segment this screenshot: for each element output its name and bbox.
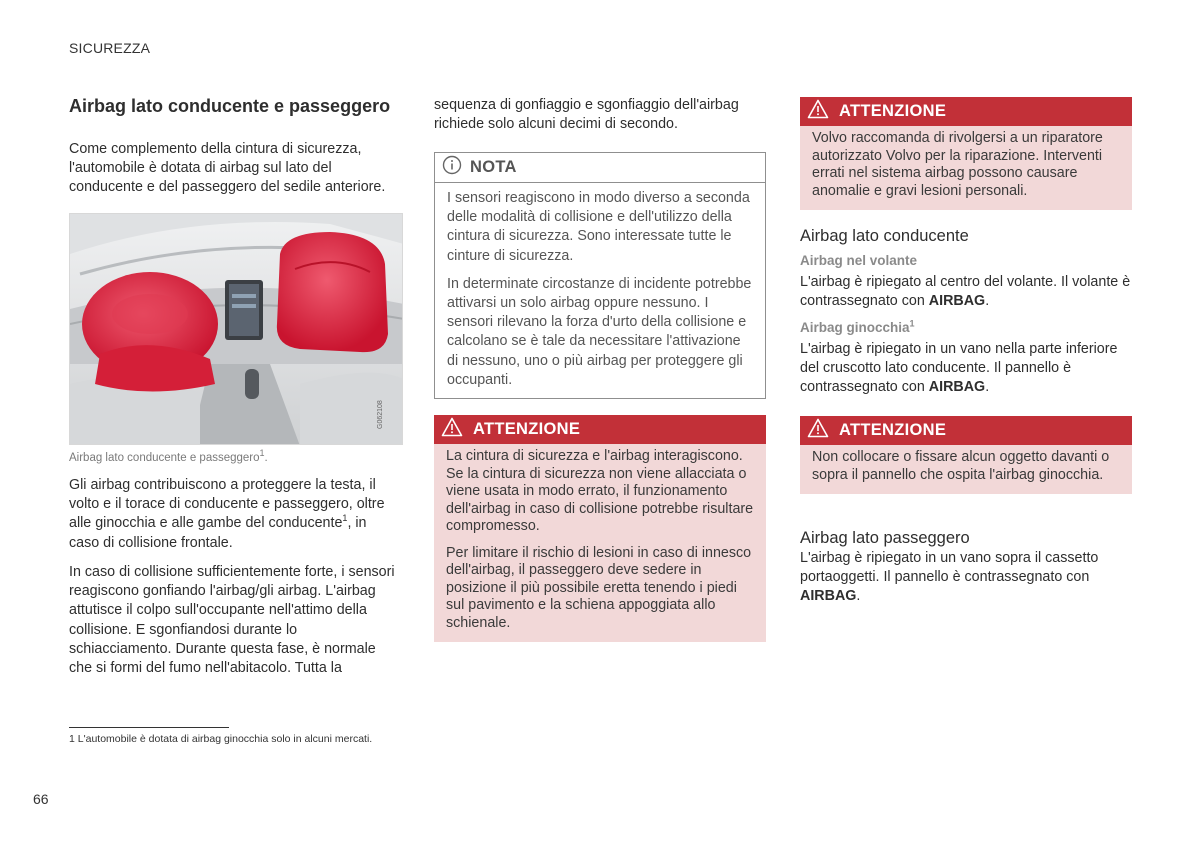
section-title: SICUREZZA	[69, 40, 151, 56]
airbag-label: AIRBAG	[928, 293, 986, 310]
para1-text: Gli airbag contribuiscono a proteggere la testa, il volto e il torace di conducente e passeggero, oltre alle ginocchia e alle gambe del conducente	[69, 477, 385, 532]
airbag-label: AIRBAG	[928, 379, 986, 396]
warning-paragraph-1: La cintura di sicurezza e l'airbag interagiscono. Se la cintura di sicurezza non viene allacciata o viene usata in modo errato, il funzionamento dell'airbag in caso di collisione potrebbe risultare compromesso.	[446, 448, 754, 534]
note-paragraph-1: I sensori reagiscono in modo diverso a seconda delle modalità di collisione e dell'utilizzo della cintura di sicurezza. Sono interessate tutte le cinture di sicurezza.	[447, 190, 750, 264]
warning-label: ATTENZIONE	[473, 420, 581, 438]
figure-code: G062108	[377, 400, 384, 429]
page-number: 66	[33, 791, 49, 807]
warning-header	[800, 416, 1132, 445]
knee-heading-text: Airbag ginocchia	[800, 320, 910, 335]
warning-paragraph: Non collocare o fissare alcun oggetto davanti o sopra il pannello che ospita l'airbag ginocchia.	[812, 449, 1110, 483]
warning-label: ATTENZIONE	[839, 421, 947, 439]
paragraph-knee: L'airbag è ripiegato in un vano nella parte inferiore del cruscotto lato conducente. Il pannello è contrassegnato con AIRBAG.	[800, 341, 1118, 396]
passenger-text: L'airbag è ripiegato in un vano sopra il cassetto portaoggetti. Il pannello è contrassegnato con	[800, 550, 1099, 586]
heading-steering-airbag: Airbag nel volante	[800, 253, 918, 268]
figure-caption: Airbag lato conducente e passeggero$^1$.	[69, 448, 268, 464]
knee-text: L'airbag è ripiegato in un vano nella parte inferiore del cruscotto lato conducente. Il pannello è contrassegnato con	[800, 341, 1118, 396]
paragraph-protection	[69, 476, 399, 553]
warning-label: ATTENZIONE	[839, 102, 947, 120]
warning-paragraph-2: Per limitare il rischio di lesioni in caso di innesco dell'airbag, il passeggero deve sedere in posizione il più possibile eretta tenendo i piedi sul pavimento e la schiena appoggiata allo schienale.	[446, 544, 752, 631]
note-label: NOTA	[470, 158, 517, 176]
warning-box-knee	[800, 416, 1132, 494]
note-box	[434, 152, 766, 399]
warning-box-repair	[800, 97, 1132, 210]
paragraph-continued: sequenza di gonfiaggio e sgonfiaggio dell'airbag richiede solo alcuni decimi di secondo.	[434, 97, 739, 133]
heading-passenger-airbag: Airbag lato passeggero	[800, 529, 970, 547]
warning-box-seatbelt	[434, 415, 766, 642]
steering-text: L'airbag è ripiegato al centro del volante. Il volante è contrassegnato con	[800, 274, 1131, 310]
para1-text-end: , in caso di collisione frontale.	[69, 515, 367, 551]
para1-sup: 1	[342, 513, 348, 524]
info-icon	[442, 155, 462, 180]
warning-triangle-icon	[807, 99, 829, 124]
footnote-text: L'automobile è dotata di airbag ginocchia solo in alcuni mercati.	[77, 733, 373, 745]
warning-triangle-icon	[441, 417, 463, 442]
airbag-label: AIRBAG	[800, 588, 857, 605]
footnote	[69, 733, 372, 745]
note-paragraph-2: In determinate circostanze di incidente potrebbe attivarsi un solo airbag oppure nessuno. I sensori rilevano la forza d'urto della collisione e calcolano se è tale da necessitare l'attivazione di nessuno, uno o più airbag per proteggere gli occupanti.	[447, 275, 752, 388]
footnote-divider	[69, 727, 229, 728]
paragraph-collision: In caso di collisione sufficientemente forte, i sensori reagiscono gonfiando l'airbag/gli airbag. L'airbag attutisce il colpo sull'occupante nell'attimo della collisione. E sgonfiandosi durante lo schiacciamento. Durante questa fase, è normale che si formi del fumo nell'abitacolo. Tutta la	[69, 564, 395, 677]
warning-triangle-icon	[807, 418, 829, 443]
heading-knee-airbag	[800, 319, 915, 337]
passenger-airbag	[277, 232, 388, 352]
note-content	[435, 183, 765, 398]
main-heading: Airbag lato conducente e passeggero	[69, 96, 391, 116]
paragraph-passenger: L'airbag è ripiegato in un vano sopra il cassetto portaoggetti. Il pannello è contrassegnato con AIRBAG.	[800, 550, 1099, 605]
caption-sup: 1	[259, 448, 265, 459]
caption-text: Airbag lato conducente e passeggero	[69, 452, 260, 464]
paragraph-steering: L'airbag è ripiegato al centro del volante. Il volante è contrassegnato con AIRBAG.	[800, 274, 1131, 310]
warning-header	[800, 97, 1132, 126]
airbag-illustration	[69, 213, 403, 445]
warning-paragraph: Volvo raccomanda di rivolgersi a un riparatore autorizzato Volvo per la riparazione. Interventi errati nel sistema airbag possono causare anomalie e gravi lesioni personali.	[812, 130, 1103, 199]
warning-header	[434, 415, 766, 444]
warning-content	[800, 445, 1132, 494]
warning-content	[800, 126, 1132, 210]
warning-content	[434, 444, 766, 642]
knee-sup: 1	[909, 318, 915, 329]
heading-driver-airbag: Airbag lato conducente	[800, 227, 969, 245]
intro-paragraph: Come complemento della cintura di sicurezza, l'automobile è dotata di airbag sul lato del conducente e del passeggero del sedile anteriore.	[69, 141, 386, 196]
car-interior-drawing	[70, 214, 403, 445]
note-header	[435, 153, 765, 183]
footnote-number: 1	[69, 733, 75, 745]
